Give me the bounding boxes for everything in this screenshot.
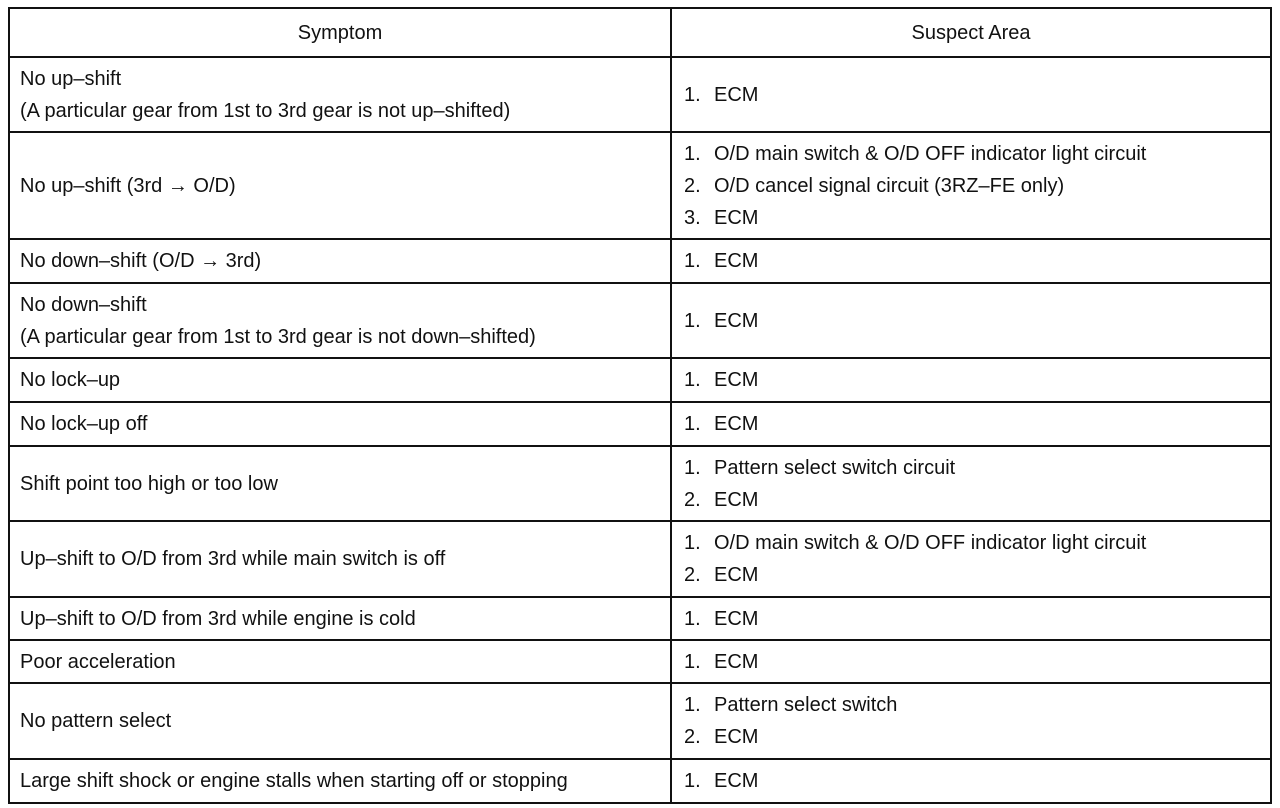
symptom-table xyxy=(8,7,1272,804)
suspect-item-number: 2. xyxy=(684,488,701,511)
suspect-item-text: ECM xyxy=(714,607,759,630)
suspect-item xyxy=(684,765,1260,797)
table-row xyxy=(9,683,1271,759)
suspect-item xyxy=(684,364,1260,396)
suspect-item-text: ECM xyxy=(714,309,759,332)
suspect-area-cell xyxy=(671,358,1271,402)
table-row xyxy=(9,759,1271,803)
suspect-item-text: Pattern select switch xyxy=(714,694,898,716)
suspect-item-text: ECM xyxy=(714,564,759,586)
suspect-item-number: 1. xyxy=(684,770,701,792)
symptom-header: Symptom xyxy=(9,8,671,57)
suspect-area-cell xyxy=(671,683,1271,759)
symptom-text: No lock–up off xyxy=(20,413,148,435)
suspect-area-cell xyxy=(671,446,1271,521)
suspect-item xyxy=(684,408,1260,440)
suspect-item-text: ECM xyxy=(714,206,759,229)
suspect-area-cell xyxy=(671,132,1271,239)
symptom-cell xyxy=(9,402,671,446)
suspect-item xyxy=(684,452,1260,484)
symptom-text: No lock–up xyxy=(20,369,121,391)
suspect-item-number: 1. xyxy=(684,456,701,479)
suspect-area-cell xyxy=(671,283,1271,358)
suspect-item xyxy=(684,559,1260,591)
symptom-text: No pattern select xyxy=(20,710,172,732)
suspect-area-cell xyxy=(671,640,1271,683)
suspect-item-text: Pattern select switch circuit xyxy=(714,456,956,479)
suspect-item-text: ECM xyxy=(714,488,759,511)
troubleshooting-sheet xyxy=(8,7,1270,796)
suspect-item-text: ECM xyxy=(714,650,759,673)
suspect-item xyxy=(684,603,1260,635)
suspect-area-header: Suspect Area xyxy=(671,8,1271,57)
symptom-text: No up–shift xyxy=(20,67,122,90)
symptom-text: Large shift shock or engine stalls when starting off or stopping xyxy=(20,770,568,792)
suspect-item xyxy=(684,202,1260,234)
symptom-text: Poor acceleration xyxy=(20,650,176,673)
suspect-item xyxy=(684,689,1260,721)
suspect-item-number: 2. xyxy=(684,174,701,197)
symptom-cell xyxy=(9,759,671,803)
table-row xyxy=(9,283,1271,358)
table-row xyxy=(9,239,1271,283)
suspect-item-number: 1. xyxy=(684,309,701,332)
suspect-item xyxy=(684,305,1260,337)
suspect-item-number: 1. xyxy=(684,83,701,106)
suspect-item-number: 2. xyxy=(684,564,701,586)
suspect-item-text: ECM xyxy=(714,770,759,792)
suspect-area-cell xyxy=(671,521,1271,597)
symptom-text: No up–shift (3rd → O/D) xyxy=(20,174,236,197)
suspect-item xyxy=(684,79,1260,111)
table-row xyxy=(9,597,1271,640)
symptom-text: (A particular gear from 1st to 3rd gear is not up–shifted) xyxy=(20,99,511,122)
suspect-item-number: 1. xyxy=(684,694,701,716)
suspect-item-number: 1. xyxy=(684,413,701,435)
symptom-text: No down–shift xyxy=(20,293,147,316)
suspect-item xyxy=(684,721,1260,753)
symptom-cell xyxy=(9,57,671,132)
suspect-item-text: O/D main switch & O/D OFF indicator light circuit xyxy=(714,532,1147,554)
suspect-item xyxy=(684,484,1260,516)
suspect-item-text: O/D cancel signal circuit (3RZ–FE only) xyxy=(714,174,1065,197)
suspect-area-cell xyxy=(671,402,1271,446)
table-row xyxy=(9,640,1271,683)
symptom-text: Up–shift to O/D from 3rd while engine is cold xyxy=(20,607,416,630)
symptom-cell xyxy=(9,521,671,597)
symptom-cell xyxy=(9,283,671,358)
suspect-item xyxy=(684,138,1260,170)
table-row xyxy=(9,132,1271,239)
symptom-cell xyxy=(9,640,671,683)
table-row xyxy=(9,521,1271,597)
symptom-text: Up–shift to O/D from 3rd while main switch is off xyxy=(20,548,446,570)
suspect-area-cell xyxy=(671,597,1271,640)
symptom-text: Shift point too high or too low xyxy=(20,472,278,495)
suspect-item xyxy=(684,527,1260,559)
suspect-item-text: ECM xyxy=(714,250,759,272)
symptom-cell xyxy=(9,597,671,640)
table-row xyxy=(9,57,1271,132)
suspect-item-number: 3. xyxy=(684,206,701,229)
suspect-item-text: O/D main switch & O/D OFF indicator light circuit xyxy=(714,142,1147,165)
header-row xyxy=(9,8,1271,57)
symptom-text: (A particular gear from 1st to 3rd gear is not down–shifted) xyxy=(20,325,536,348)
suspect-item-text: ECM xyxy=(714,413,759,435)
table-row xyxy=(9,402,1271,446)
suspect-item-number: 2. xyxy=(684,726,701,748)
table-row xyxy=(9,358,1271,402)
table-row xyxy=(9,446,1271,521)
suspect-item-number: 1. xyxy=(684,369,701,391)
symptom-cell xyxy=(9,239,671,283)
suspect-item-number: 1. xyxy=(684,250,701,272)
symptom-cell xyxy=(9,132,671,239)
suspect-item-text: ECM xyxy=(714,726,759,748)
symptom-cell xyxy=(9,358,671,402)
suspect-item-number: 1. xyxy=(684,607,701,630)
suspect-item-number: 1. xyxy=(684,142,701,165)
suspect-item xyxy=(684,170,1260,202)
symptom-cell xyxy=(9,446,671,521)
suspect-area-cell xyxy=(671,57,1271,132)
suspect-item-number: 1. xyxy=(684,532,701,554)
suspect-item xyxy=(684,245,1260,277)
suspect-item-text: ECM xyxy=(714,369,759,391)
symptom-text: No down–shift (O/D → 3rd) xyxy=(20,250,262,272)
suspect-item xyxy=(684,646,1260,678)
suspect-area-cell xyxy=(671,759,1271,803)
suspect-item-number: 1. xyxy=(684,650,701,673)
symptom-cell xyxy=(9,683,671,759)
table-body xyxy=(9,57,1271,803)
suspect-area-cell xyxy=(671,239,1271,283)
suspect-item-text: ECM xyxy=(714,83,759,106)
